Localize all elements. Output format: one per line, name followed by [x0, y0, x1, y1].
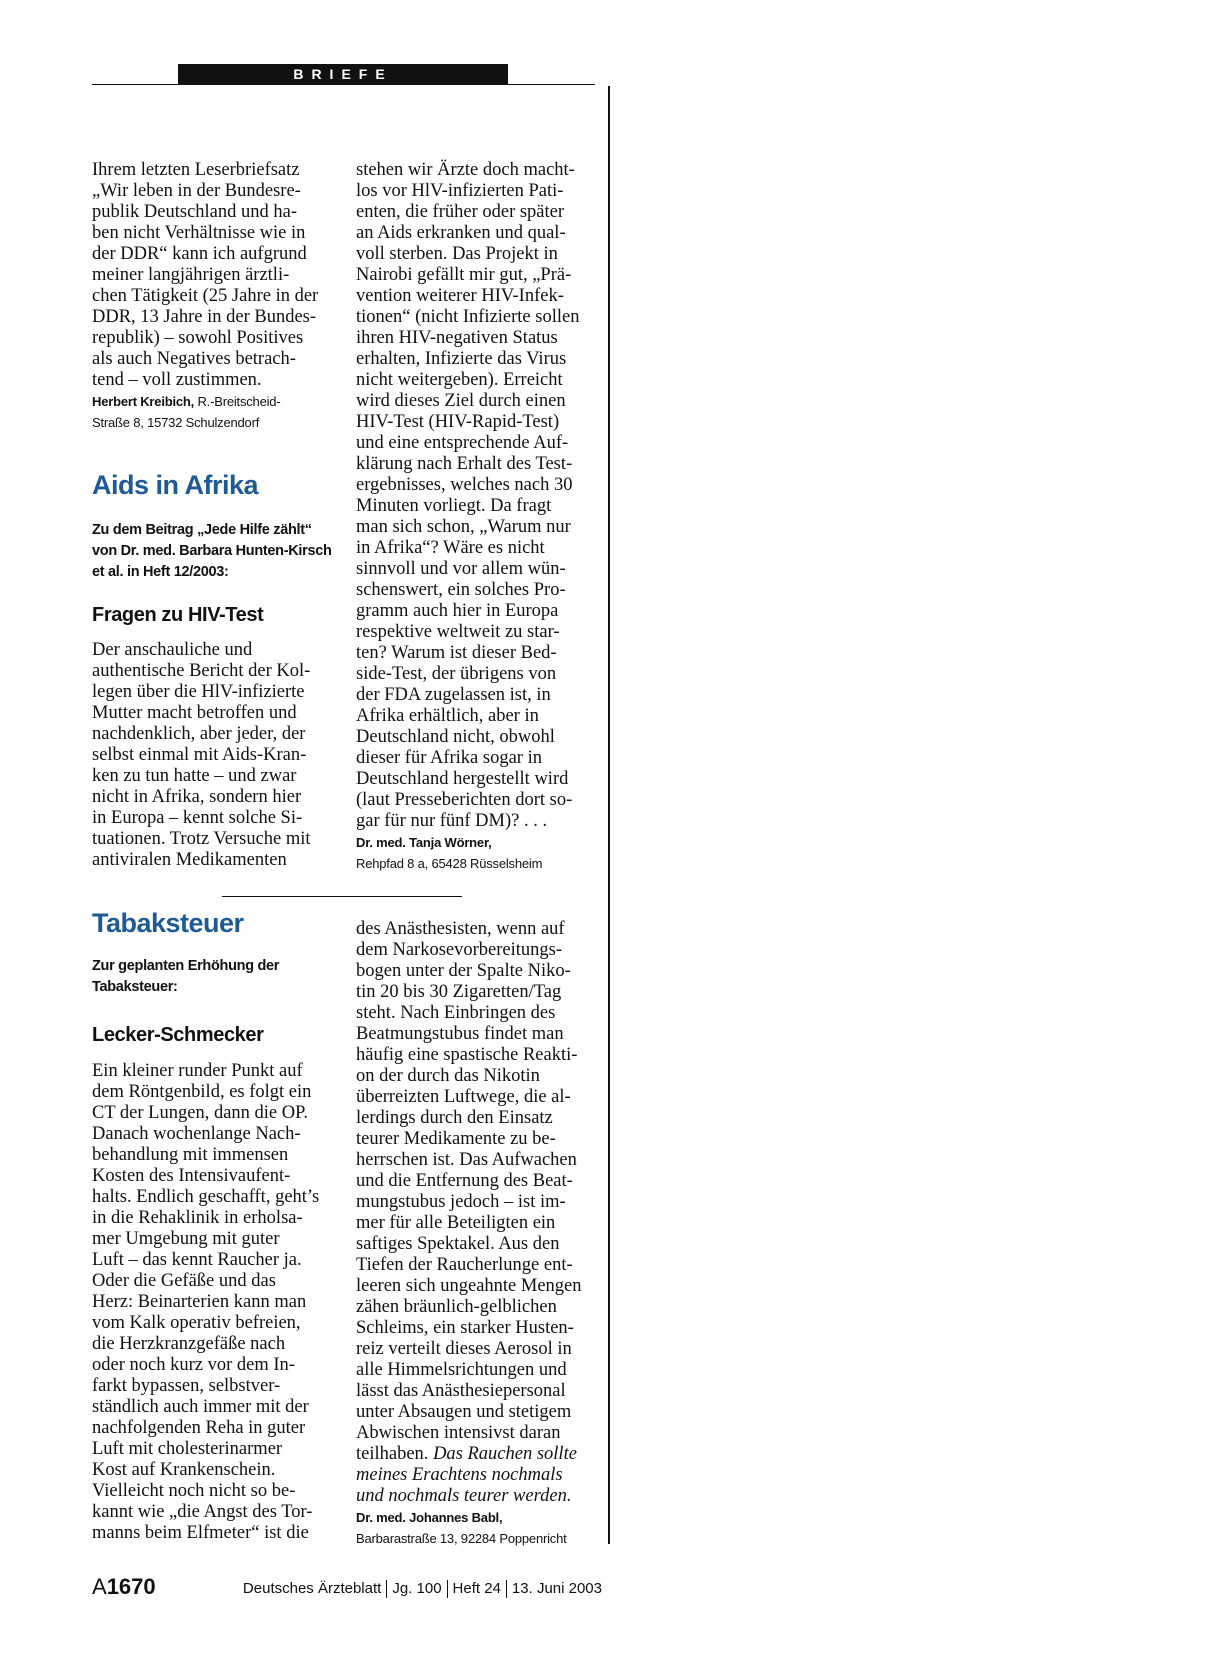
footer-date: 13. Juni 2003 — [511, 1580, 602, 1597]
footer-journal-info — [243, 1580, 602, 1598]
tabak-body-text-2 — [356, 919, 601, 1507]
page-footer — [92, 1574, 602, 1604]
section-separator-rule — [222, 896, 462, 897]
tabak-address: Barbarastraße 13, 92284 Poppenricht — [356, 1531, 567, 1546]
header-rule — [92, 84, 595, 85]
letter-previous — [92, 160, 337, 433]
tabak-body-column-1 — [92, 1061, 337, 1544]
topic-aids-in-afrika: Aids in Afrika — [92, 470, 259, 500]
page-prefix: A — [92, 1574, 107, 1599]
headline-fragen-zu-hiv-test: Fragen zu HIV-Test — [92, 604, 264, 626]
aids-body-text-2: stehen wir Ärzte doch macht- los vor HlV-infizierten Pati- enten, die früher oder später an Aids erkranken und qual- voll sterben. Das Projekt in Nairobi gefällt mir gut, „Prä- vention weiterer HIV-Infek- tionen“ (nicht Infizierte sollen ihren HIV-negativen Status erhalten, Infizierte das Virus nicht weitergeben). Erreicht wird dieses Ziel durch einen HIV-Test (HIV-Rapid-Test) und eine entsprechende Auf- klärung nach Erhalt des Test- ergebnisses, welches nach 30 Minuten vorliegt. Da fragt man sich schon, „Warum nur in Afrika“? Wäre es nicht sinnvoll und vor allem wün- schenswert, ein solches Pro- gramm auch hier in Europa respektive weltweit zu star- ten? Warum ist dieser Bed- side-Test, der übrigens von der FDA zugelassen ist, in Afrika erhältlich, aber in Deutschland nicht, obwohl dieser für Afrika sogar in Deutschland hergestellt wird (laut Presseberichten dort so- gar für nur fünf DM)? . . . — [356, 160, 580, 831]
reference-tabak-article: Zur geplanten Erhöhung der Tabaksteuer: — [92, 958, 280, 995]
reference-aids-article: Zu dem Beitrag „Jede Hilfe zählt“ von Dr. med. Barbara Hunten-Kirsch et al. in Heft 12/2003: — [92, 522, 332, 580]
page-number-value: 1670 — [106, 1574, 156, 1599]
aids-signature — [356, 832, 601, 874]
letter-previous-address: R.-Breitscheid- Straße 8, 15732 Schulzendorf — [92, 394, 281, 430]
footer-issue: Heft 24 — [452, 1580, 501, 1597]
tabak-body-text-2-regular: des Anästhesisten, wenn auf dem Narkosevorbereitungs- bogen unter der Spalte Niko- tin 20 bis 30 Zigaretten/Tag steht. Nach Einbringen des Beatmungstubus findet man häufig eine spastische Reakti- on der durch das Nikotin überreizten Luftwege, die al- lerdings durch den Einsatz teurer Medikamente zu be- herrschen ist. Das Aufwachen und die Entfernung des Beat- mungstubus jedoch – ist im- mer für alle Beteiligten ein saftiges Spektakel. Aus den Tiefen der Raucherlunge ent- leeren sich ungeahnte Mengen zähen bräunlich-gelblichen Schleims, ein starker Husten- reiz verteilt dieses Aerosol in alle Himmelsrichtungen und lässt das Anästhesiepersonal unter Absaugen und stetigem Abwischen intensivst daran teilhaben. — [356, 919, 582, 1464]
aids-body-text-1: Der anschauliche und authentische Bericht der Kol- legen über die HlV-infizierte Mutter macht betroffen und nachdenklich, aber jeder, der selbst einmal mit Aids-Kran- ken zu tun hatte – und zwar nicht in Afrika, sondern hier in Europa – kennt solche Si- tuationen. Trotz Versuche mit antiviralen Medikamenten — [92, 640, 311, 870]
footer-separator — [447, 1580, 448, 1598]
section-label: BRIEFE — [293, 66, 393, 82]
tabak-signature — [356, 1507, 601, 1549]
tabak-body-text-2-italic: Das Rauchen sollte meines Erachtens nochmals und nochmals teurer werden. — [356, 1444, 577, 1506]
aids-body-column-2 — [356, 160, 601, 874]
letter-previous-signature — [92, 391, 337, 433]
aids-body-column-1 — [92, 640, 337, 871]
aids-author: Dr. med. Tanja Wörner, — [356, 835, 492, 850]
letter-previous-author: Herbert Kreibich, — [92, 394, 195, 409]
letter-previous-body: Ihrem letzten Leserbriefsatz „Wir leben in der Bundesre- publik Deutschland und ha- ben nicht Verhältnisse wie in der DDR“ kann ich aufgrund meiner langjährigen ärztli- chen Tätigkeit (25 Jahre in der DDR, 13 Jahre in der Bundes- republik) – sowohl Positives als auch Negatives betrach- tend – voll zustimmen. — [92, 160, 319, 390]
footer-separator — [506, 1580, 507, 1598]
tabak-body-text-1: Ein kleiner runder Punkt auf dem Röntgenbild, es folgt ein CT der Lungen, dann die OP. Danach wochenlange Nach- behandlung mit immensen Kosten des Intensivaufent- halts. Endlich geschafft, geht’s in die Rehaklinik in erholsa- mer Umgebung mit guter Luft – das kennt Raucher ja. Oder die Gefäße und das Herz: Beinarterien kann man vom Kalk operativ befreien, die Herzkranzgefäße nach oder noch kurz vor dem In- farkt bypassen, selbstver- ständlich auch immer mit der nachfolgenden Reha in guter Luft mit cholesterinarmer Kost auf Krankenschein. Vielleicht noch nicht so be- kannt wie „die Angst des Tor- manns beim Elfmeter“ ist die — [92, 1061, 320, 1543]
topic-tabaksteuer: Tabaksteuer — [92, 908, 244, 938]
column-divider-rule — [608, 86, 610, 1544]
headline-lecker-schmecker: Lecker-Schmecker — [92, 1024, 264, 1046]
footer-journal: Deutsches Ärzteblatt — [242, 1580, 382, 1597]
tabak-author: Dr. med. Johannes Babl, — [356, 1510, 503, 1525]
aids-address: Rehpfad 8 a, 65428 Rüsselsheim — [356, 856, 543, 871]
page-number — [92, 1574, 156, 1600]
footer-separator — [386, 1580, 387, 1598]
section-header-bar — [178, 64, 508, 84]
tabak-body-column-2 — [356, 919, 601, 1549]
footer-volume: Jg. 100 — [392, 1580, 442, 1597]
